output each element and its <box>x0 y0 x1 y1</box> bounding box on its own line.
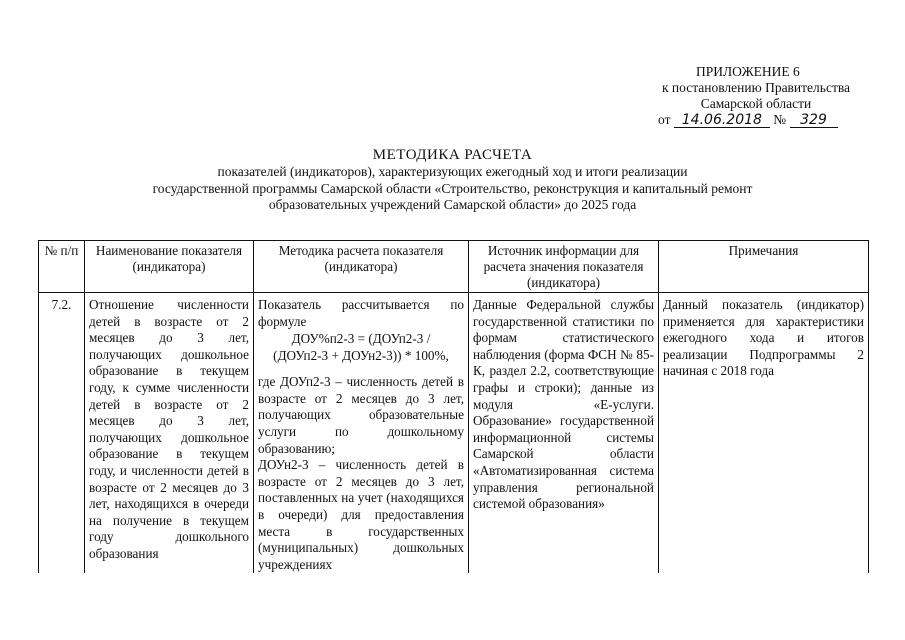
handwritten-number: 329 <box>790 113 838 128</box>
method-intro: Показатель рассчитывается по формуле <box>258 297 464 329</box>
heading-line-2: государственной программы Самарской области «Строительство, реконструкция и капитальный ремонт <box>152 180 753 196</box>
header-information-source: Источник информации для расчета значения показателя (индикатора) <box>469 241 659 293</box>
table-row <box>39 293 869 574</box>
method-where: где ДОУп2-3 – численность детей в возрасте от 2 месяцев до 3 лет, получающих образовательные услуги по дошкольному образованию; <box>258 374 464 456</box>
formula-line-1: ДОУ%п2-3 = (ДОУп2-3 / <box>291 331 431 347</box>
annex-line-resolution: к постановлению Правительства <box>661 80 851 95</box>
header-indicator-name: Наименование показателя (индикатора) <box>85 241 254 293</box>
heading-line-1: показателей (индикаторов), характеризующих ежегодный ход и итоги реализации <box>217 164 688 179</box>
formula-line-2: (ДОУп2-3 + ДОУн2-3)) * 100%, <box>273 348 449 364</box>
calculation-method <box>254 293 469 574</box>
document-title: МЕТОДИКА РАСЧЕТА <box>372 147 533 163</box>
annex-title: ПРИЛОЖЕНИЕ 6 <box>696 64 800 79</box>
indicator-name: Отношение численности детей в возрасте от 2 месяцев до 3 лет, получающих дошкольное образование в текущем году, к сумме численности детей в возрасте от 2 месяцев до 3 лет, получающих дошкольное образование в текущем году, и численности детей в возрасте от 2 месяцев до 3 лет, находящихся в очереди на получение в текущем году дошкольного образования <box>85 293 254 574</box>
annex-date-number-row <box>636 112 876 128</box>
table-header-row <box>39 241 869 293</box>
header-calculation-method: Методика расчета показателя (индикатора) <box>254 241 469 293</box>
information-source: Данные Федеральной службы государственной статистики по формам статистического наблюдения (форма ФСН № 85-К, раздел 2.2, соответствующие графы и строки); данные из модуля «Е-услуги. Образование» государственной информационной системы Самарской области «Автоматизированная система управления региональной системой образования» <box>469 293 659 574</box>
heading-line-3: образовательных учреждений Самарской области» до 2025 года <box>268 197 637 212</box>
header-notes: Примечания <box>659 241 869 293</box>
row-number: 7.2. <box>39 293 85 574</box>
formula <box>258 330 464 364</box>
number-label: № <box>773 112 787 127</box>
handwritten-date: 14.06.2018 <box>674 113 770 128</box>
document-heading <box>80 146 825 214</box>
method-second-variable: ДОУн2-3 – численность детей в возрасте от 2 месяцев до 3 лет, поставленных на учет (находящихся в очереди) для предоставления места в государственных (муниципальных) дошкольных учреждениях <box>258 457 464 572</box>
annex-block <box>636 64 876 128</box>
notes: Данный показатель (индикатор) применяется для характеристики ежегодного хода и итогов реализации Подпрограммы 2 начиная с 2018 года <box>659 293 869 574</box>
annex-line-region: Самарской области <box>700 96 812 111</box>
header-number: № п/п <box>39 241 85 293</box>
from-label: от <box>658 112 671 127</box>
indicator-table <box>38 240 869 573</box>
